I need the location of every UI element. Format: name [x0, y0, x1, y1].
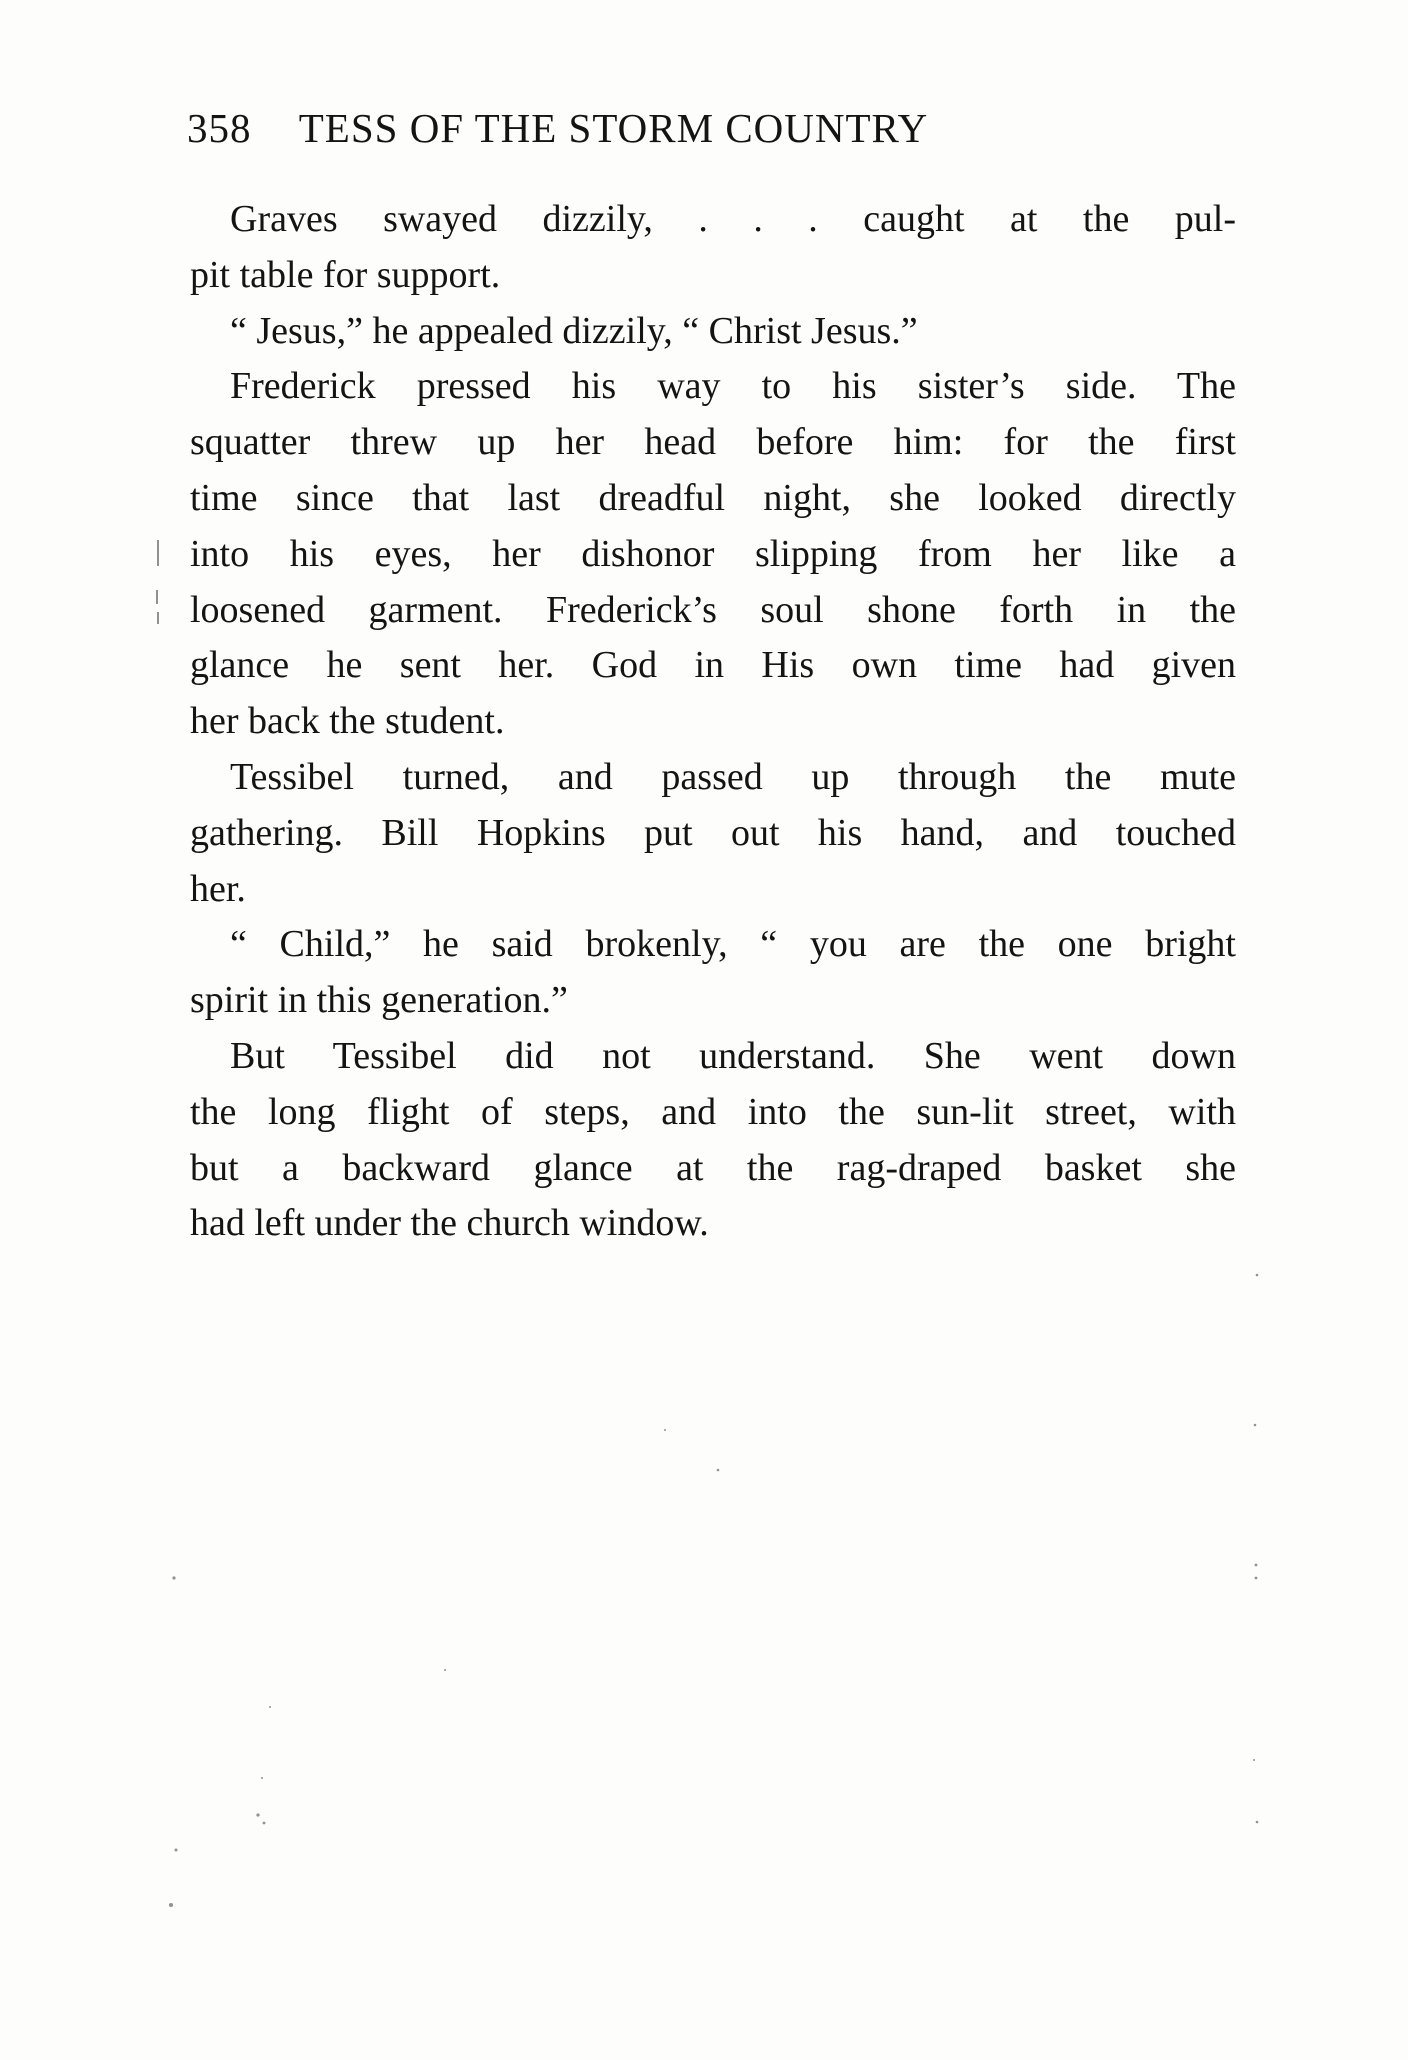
- text-line: But Tessibel did not understand. She went down: [230, 1034, 1236, 1077]
- text-line: her.: [190, 867, 246, 910]
- text-line: “ Child,” he said brokenly, “ you are the one bright: [230, 923, 1236, 966]
- text-line: Tessibel turned, and passed up through the mute: [230, 755, 1236, 798]
- text-line: Graves swayed dizzily, . . . caught at the pul-: [230, 198, 1236, 240]
- text-line: her back the student.: [190, 700, 505, 743]
- text-line: into his eyes, her dishonor slipping from her like a: [190, 532, 1236, 575]
- running-head: [187, 104, 1237, 164]
- text-line: pit table for support.: [190, 253, 501, 296]
- page-number: 358: [187, 105, 252, 151]
- text-line: Frederick pressed his way to his sister’s side. The: [230, 365, 1236, 408]
- text-line: gathering. Bill Hopkins put out his hand, and touched: [190, 811, 1236, 854]
- text-line: had left under the church window.: [190, 1202, 709, 1245]
- text-line: loosened garment. Frederick’s soul shone forth in the: [190, 588, 1236, 631]
- text-line: but a backward glance at the rag-draped basket she: [190, 1146, 1236, 1189]
- text-line: squatter threw up her head before him: for the first: [190, 421, 1236, 464]
- text-line: the long flight of steps, and into the sun-lit street, with: [190, 1090, 1236, 1133]
- body-text: [190, 192, 1236, 1252]
- text-line: time since that last dreadful night, she looked directly: [190, 476, 1236, 519]
- text-line: spirit in this generation.”: [190, 979, 568, 1022]
- text-line: glance he sent her. God in His own time had given: [190, 644, 1236, 687]
- text-line: “ Jesus,” he appealed dizzily, “ Christ Jesus.”: [230, 309, 918, 352]
- book-title: TESS OF THE STORM COUNTRY: [298, 105, 929, 151]
